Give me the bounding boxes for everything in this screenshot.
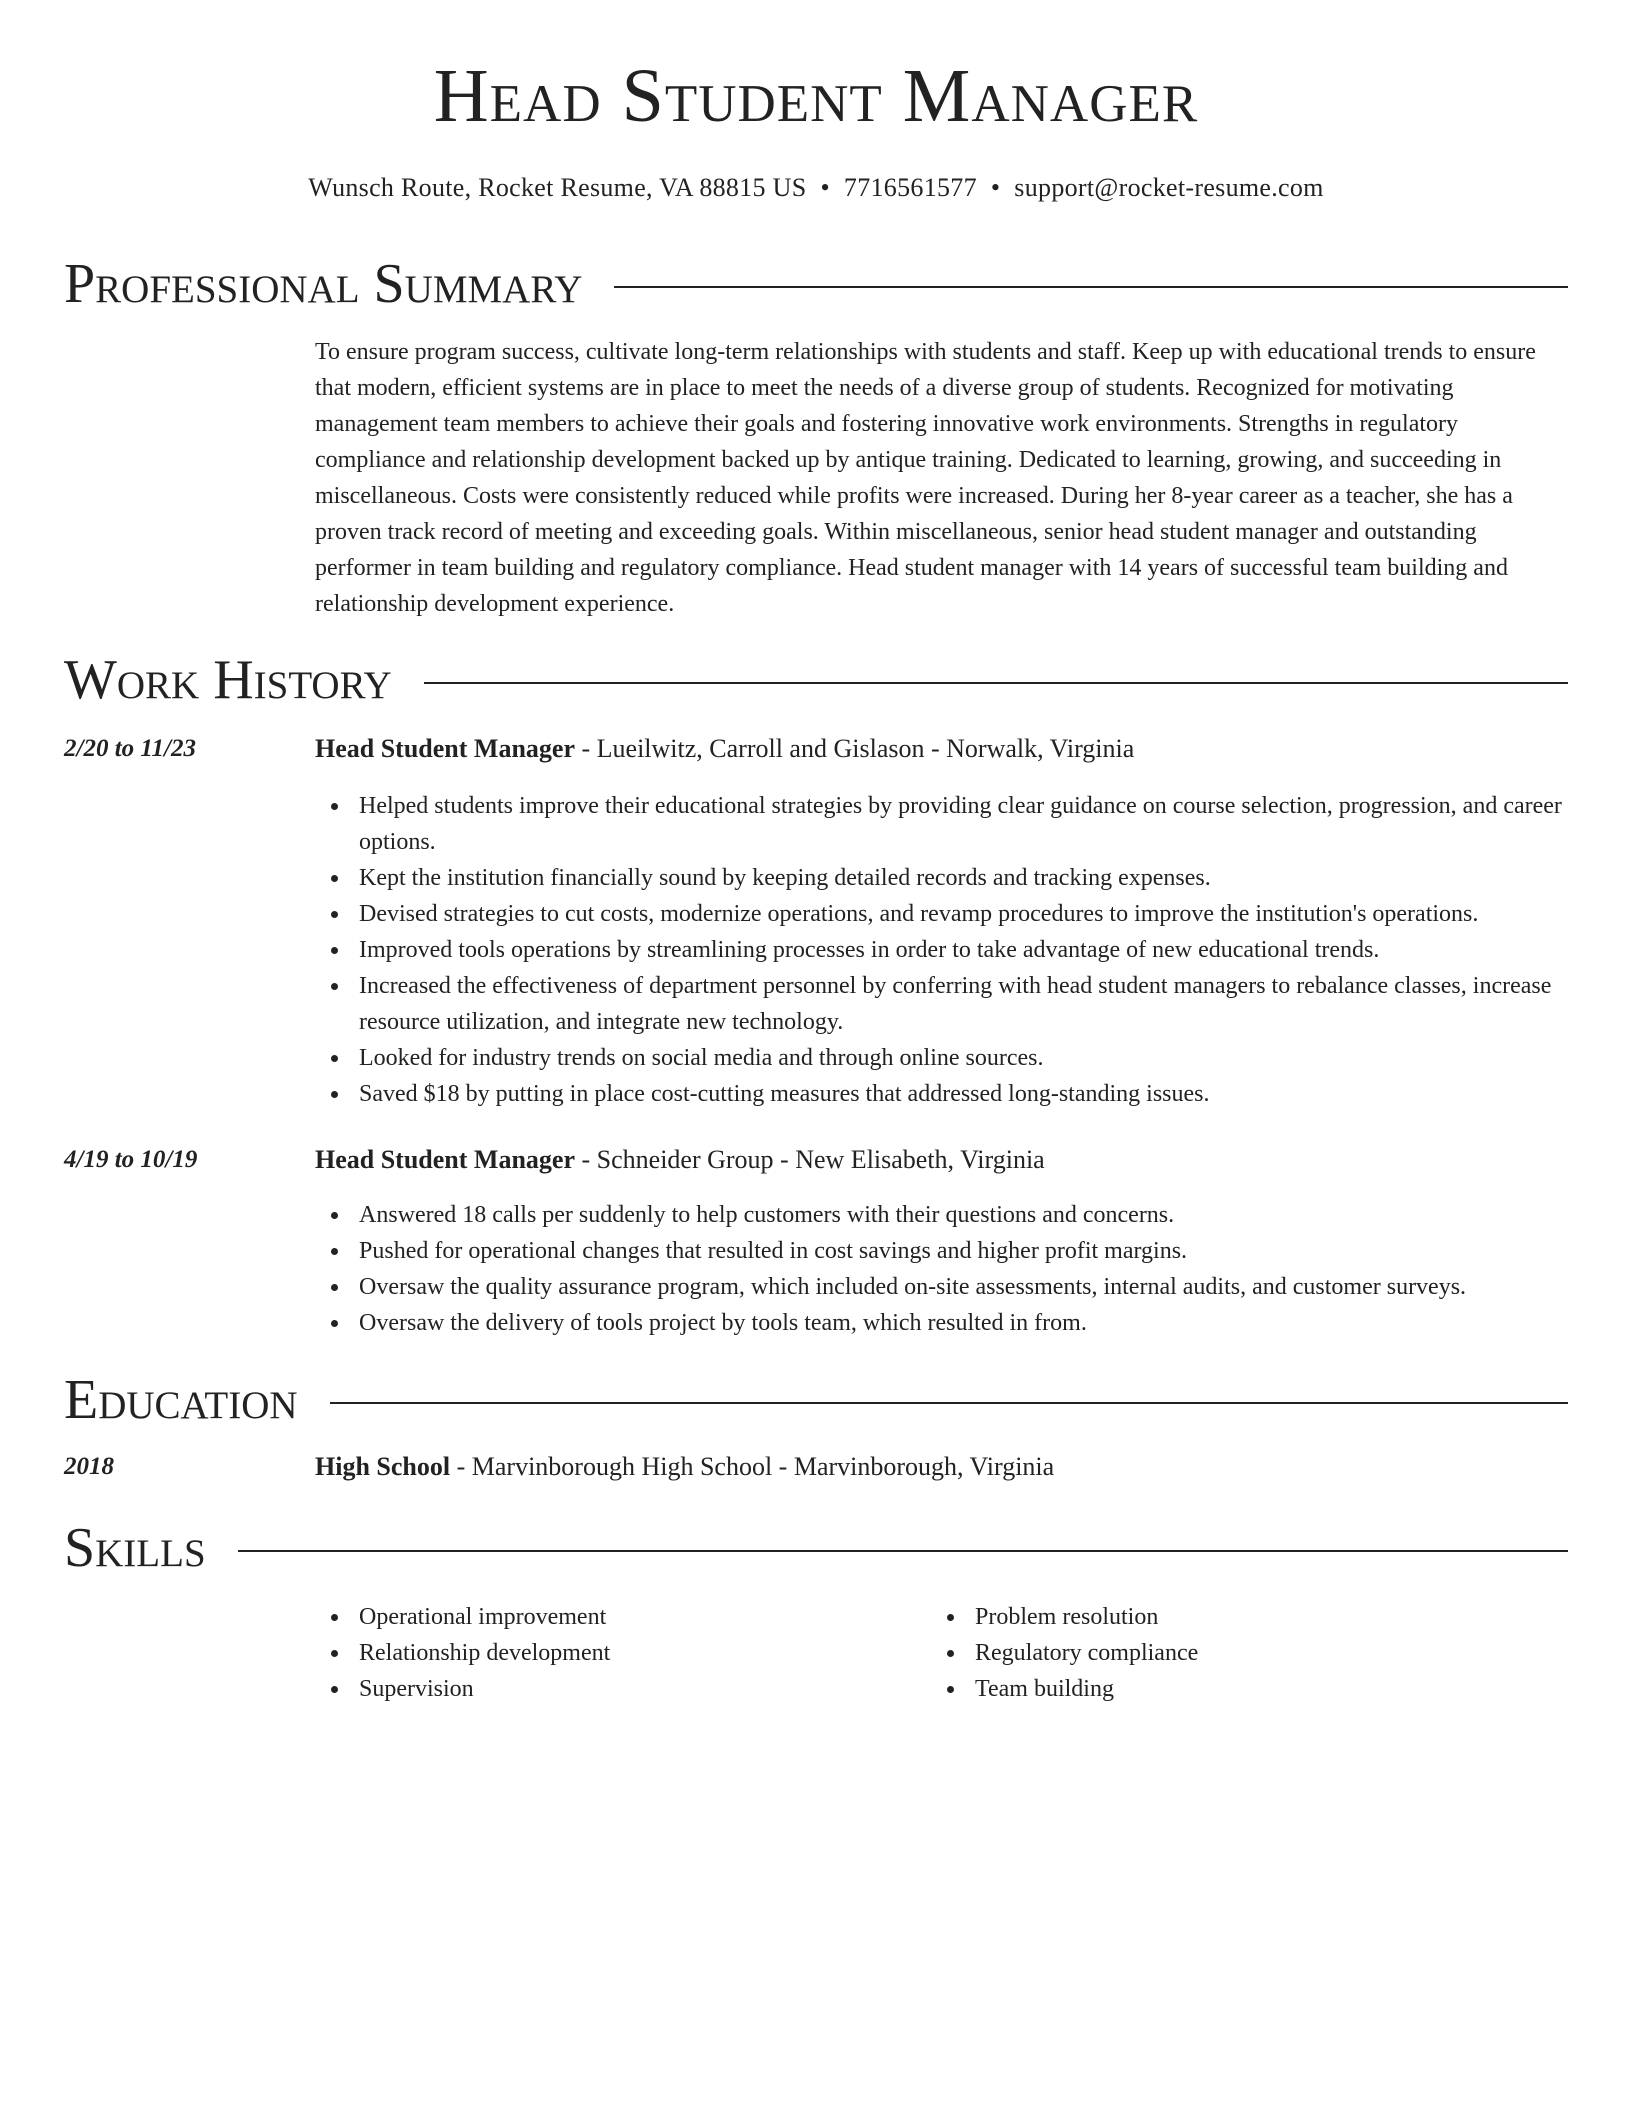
summary-section-heading: [64, 253, 1568, 315]
work-section-heading: [64, 649, 1568, 711]
section-divider: [614, 286, 1568, 288]
job-duties-list: [315, 1197, 1609, 1341]
education-section-heading: [64, 1369, 1568, 1431]
section-divider: [424, 682, 1568, 684]
education-section-title: Education: [64, 1369, 298, 1431]
skill-item: Operational improvement: [359, 1599, 1609, 1635]
list-item: Helped students improve their educational strategies by providing clear guidance on course selection, progression, and career options.: [359, 788, 1609, 860]
skill-item: Relationship development: [359, 1635, 1609, 1671]
summary-paragraph: To ensure program success, cultivate long-term relationships with students and staff. Keep up with educational trends to ensure that modern, efficient systems are in place to meet the needs of a diverse group of students. Recognized for motivating management team members to achieve their goals and fostering innovative work environments. Strengths in regulatory compliance and relationship development backed up by antique training. Dedicated to learning, growing, and succeeding in miscellaneous. Costs were consistently reduced while profits were increased. During her 8-year career as a teacher, she has a proven track record of meeting and exceeding goals. Within miscellaneous, senior head student manager and outstanding performer in team building and regulatory compliance. Head student manager with 14 years of successful team building and relationship development experience.: [315, 339, 1536, 617]
contact-address: Wunsch Route, Rocket Resume, VA 88815 US: [308, 173, 807, 202]
list-item: Increased the effectiveness of department personnel by conferring with head student managers to rebalance classes, increase resource utilization, and integrate new technology.: [359, 968, 1609, 1040]
job-dates: 4/19 to 10/19: [64, 1146, 198, 1173]
list-item: Answered 18 calls per suddenly to help customers with their questions and concerns.: [359, 1197, 1609, 1233]
list-item: Oversaw the delivery of tools project by tools team, which resulted in from.: [359, 1305, 1609, 1341]
list-item: Kept the institution financially sound by keeping detailed records and tracking expenses.: [359, 860, 1609, 896]
contact-phone: 7716561577: [843, 173, 977, 202]
skills-list-right: [931, 1599, 1632, 1707]
education-heading: [315, 1451, 1054, 1482]
skill-item: Problem resolution: [975, 1599, 1632, 1635]
job-dates: 2/20 to 11/23: [64, 735, 196, 762]
section-divider: [238, 1550, 1568, 1552]
education-degree: High School: [315, 1452, 451, 1481]
job-heading: [315, 733, 1134, 764]
list-item: Pushed for operational changes that resulted in cost savings and higher profit margins.: [359, 1233, 1609, 1269]
job-employer-location: - Lueilwitz, Carroll and Gislason - Norwalk, Virginia: [575, 734, 1135, 763]
list-item: Improved tools operations by streamlining processes in order to take advantage of new educational trends.: [359, 932, 1609, 968]
job-employer-location: - Schneider Group - New Elisabeth, Virginia: [575, 1145, 1045, 1174]
resume-header: [0, 54, 1632, 203]
section-divider: [330, 1402, 1568, 1404]
job-title: Head Student Manager: [315, 1145, 575, 1174]
list-item: Devised strategies to cut costs, modernize operations, and revamp procedures to improve the institution's operations.: [359, 896, 1609, 932]
job-duties-list: [315, 788, 1609, 1112]
skill-item: Regulatory compliance: [975, 1635, 1632, 1671]
skill-item: Supervision: [359, 1671, 1609, 1707]
skills-section-title: Skills: [64, 1517, 206, 1579]
education-year: 2018: [64, 1453, 114, 1480]
list-item: Oversaw the quality assurance program, which included on-site assessments, internal audits, and customer surveys.: [359, 1269, 1609, 1305]
candidate-name: Head Student Manager: [433, 54, 1199, 138]
education-school-location: - Marvinborough High School - Marvinborough, Virginia: [450, 1452, 1055, 1481]
contact-email: support@rocket-resume.com: [1014, 173, 1324, 202]
list-item: Saved $18 by putting in place cost-cutting measures that addressed long-standing issues.: [359, 1076, 1609, 1112]
skill-item: Team building: [975, 1671, 1632, 1707]
job-title: Head Student Manager: [315, 734, 575, 763]
contact-separator: •: [820, 173, 830, 202]
contact-line: [0, 172, 1632, 203]
work-section-title: Work History: [64, 649, 392, 711]
skills-section-heading: [64, 1517, 1568, 1579]
contact-separator: •: [990, 173, 1001, 202]
job-heading: [315, 1144, 1045, 1175]
list-item: Looked for industry trends on social media and through online sources.: [359, 1040, 1609, 1076]
summary-section-title: Professional Summary: [64, 253, 583, 315]
